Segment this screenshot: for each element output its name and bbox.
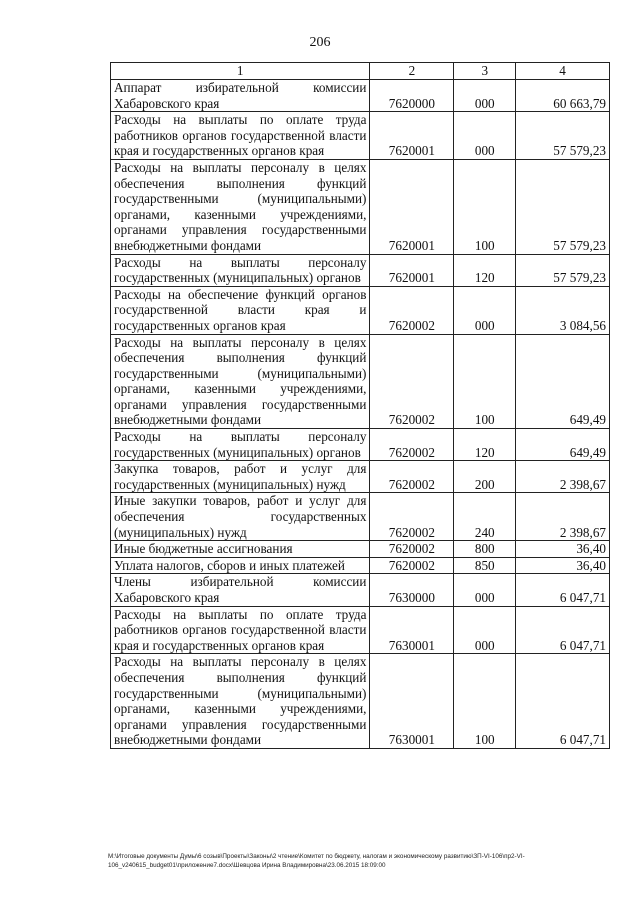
column-header-2: 2: [370, 63, 454, 80]
row-amount-cell: 2 398,67: [516, 461, 610, 493]
row-name-cell: Расходы на выплаты персоналу в целях обеспечения выполнения функций государственными (муниципальными) органами, казенными учреждениями, органами управления государственными внебюджетными фондами: [111, 654, 370, 749]
page-number: 206: [309, 35, 331, 50]
table-row: [111, 461, 610, 493]
row-amount-cell: 57 579,23: [516, 254, 610, 286]
row-name-cell: Расходы на выплаты персоналу в целях обеспечения выполнения функций государственными (муниципальными) органами, казенными учреждениями, органами управления государственными внебюджетными фондами: [111, 334, 370, 429]
row-code-cell: 7620001: [370, 159, 454, 254]
row-name-cell: Иные закупки товаров, работ и услуг для обеспечения государственных (муниципальных) нужд: [111, 493, 370, 541]
table-body: [111, 80, 610, 749]
row-name-cell: Расходы на выплаты по оплате труда работников органов государственной власти края и государственных органов края: [111, 112, 370, 160]
row-expense-type-cell: 120: [454, 429, 516, 461]
table-row: [111, 159, 610, 254]
table-row: [111, 112, 610, 160]
row-expense-type-cell: 240: [454, 493, 516, 541]
table-row: [111, 606, 610, 654]
row-code-cell: 7620001: [370, 112, 454, 160]
row-expense-type-cell: 200: [454, 461, 516, 493]
row-code-cell: 7620002: [370, 461, 454, 493]
row-code-cell: 7630001: [370, 654, 454, 749]
row-expense-type-cell: 100: [454, 334, 516, 429]
table-row: [111, 254, 610, 286]
table-row: [111, 574, 610, 606]
row-amount-cell: 6 047,71: [516, 654, 610, 749]
row-name-cell: Расходы на выплаты по оплате труда работников органов государственной власти края и государственных органов края: [111, 606, 370, 654]
row-expense-type-cell: 000: [454, 606, 516, 654]
column-header-1: 1: [111, 63, 370, 80]
table-row: [111, 493, 610, 541]
row-amount-cell: 649,49: [516, 429, 610, 461]
row-name-cell: Члены избирательной комиссии Хабаровского края: [111, 574, 370, 606]
budget-table: [110, 62, 610, 749]
row-code-cell: 7620002: [370, 429, 454, 461]
row-code-cell: 7620002: [370, 557, 454, 574]
row-code-cell: 7620000: [370, 80, 454, 112]
row-amount-cell: 57 579,23: [516, 112, 610, 160]
row-code-cell: 7630001: [370, 606, 454, 654]
row-amount-cell: 60 663,79: [516, 80, 610, 112]
row-name-cell: Закупка товаров, работ и услуг для государственных (муниципальных) нужд: [111, 461, 370, 493]
row-amount-cell: 3 084,56: [516, 286, 610, 334]
row-code-cell: 7620001: [370, 254, 454, 286]
row-name-cell: Расходы на выплаты персоналу в целях обеспечения выполнения функций государственными (муниципальными) органами, казенными учреждениями, органами управления государственными внебюджетными фондами: [111, 159, 370, 254]
row-amount-cell: 649,49: [516, 334, 610, 429]
table-header-row: [111, 63, 610, 80]
row-name-cell: Иные бюджетные ассигнования: [111, 541, 370, 558]
row-expense-type-cell: 100: [454, 159, 516, 254]
row-expense-type-cell: 000: [454, 574, 516, 606]
row-code-cell: 7620002: [370, 493, 454, 541]
table-row: [111, 80, 610, 112]
row-amount-cell: 6 047,71: [516, 606, 610, 654]
row-code-cell: 7620002: [370, 286, 454, 334]
table-row: [111, 541, 610, 558]
row-expense-type-cell: 100: [454, 654, 516, 749]
row-name-cell: Аппарат избирательной комиссии Хабаровского края: [111, 80, 370, 112]
row-expense-type-cell: 850: [454, 557, 516, 574]
table-row: [111, 654, 610, 749]
row-name-cell: Расходы на обеспечение функций органов государственной власти края и государственных органов края: [111, 286, 370, 334]
column-header-3: 3: [454, 63, 516, 80]
table-row: [111, 334, 610, 429]
row-expense-type-cell: 000: [454, 80, 516, 112]
row-code-cell: 7620002: [370, 541, 454, 558]
row-code-cell: 7620002: [370, 334, 454, 429]
row-expense-type-cell: 800: [454, 541, 516, 558]
row-expense-type-cell: 120: [454, 254, 516, 286]
column-header-4: 4: [516, 63, 610, 80]
table-row: [111, 286, 610, 334]
row-code-cell: 7630000: [370, 574, 454, 606]
row-amount-cell: 57 579,23: [516, 159, 610, 254]
table-row: [111, 429, 610, 461]
document-path-footer: М:\Итоговые документы Думы\6 созыв\Проекты\Законы\2 чтение\Комитет по бюджету, налогам и экономическому развитию\ЗП-VI-106\пр2-VI-106_v240615_budget01\приложение7.docx\Шевцова Ирина Владимировна\23.06.2015 18:09:00: [108, 853, 525, 869]
row-amount-cell: 36,40: [516, 541, 610, 558]
row-expense-type-cell: 000: [454, 286, 516, 334]
row-amount-cell: 6 047,71: [516, 574, 610, 606]
row-amount-cell: 2 398,67: [516, 493, 610, 541]
row-amount-cell: 36,40: [516, 557, 610, 574]
row-name-cell: Уплата налогов, сборов и иных платежей: [111, 557, 370, 574]
row-name-cell: Расходы на выплаты персоналу государственных (муниципальных) органов: [111, 429, 370, 461]
row-name-cell: Расходы на выплаты персоналу государственных (муниципальных) органов: [111, 254, 370, 286]
row-expense-type-cell: 000: [454, 112, 516, 160]
table-row: [111, 557, 610, 574]
